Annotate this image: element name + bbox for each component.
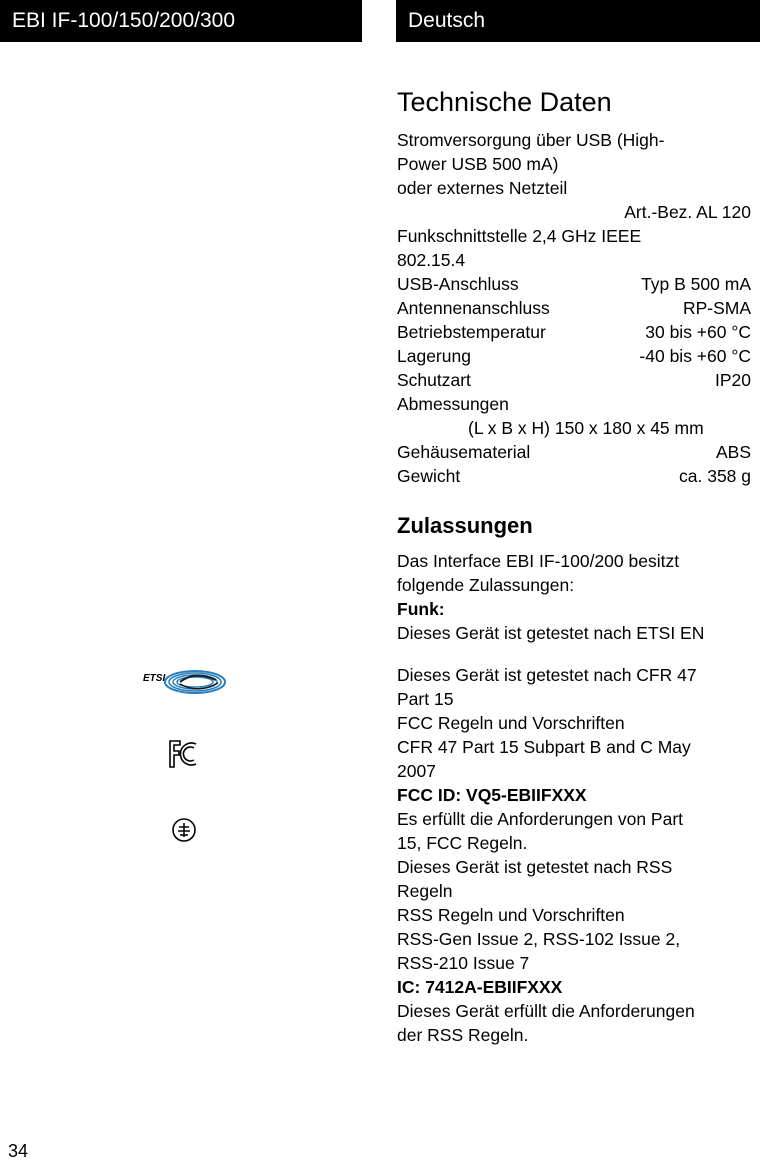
etsi-tested-text: Dieses Gerät ist getestet nach ETSI EN [397,623,705,643]
spacer [397,645,751,663]
fcc-logo-icon [166,738,200,770]
spec-label: Lagerung [397,346,471,366]
spec-row [397,320,751,344]
rss-tested-line-1: Dieses Gerät ist getestet nach RSS [397,857,673,877]
fcc-rules-text: FCC Regeln und Vorschriften [397,713,625,733]
rss-fulfils-line-1: Dieses Gerät erfüllt die Anforderungen [397,1001,695,1021]
cfr-subpart-line-1: CFR 47 Part 15 Subpart B and C May [397,737,691,757]
header-right-bar [396,0,760,42]
rss-rules-text: RSS Regeln und Vorschriften [397,905,625,925]
radio-interface-line-1: Funkschnittstelle 2,4 GHz IEEE [397,226,642,246]
spec-value: 30 bis +60 °C [645,322,751,342]
radio-interface-line-2: 802.15.4 [397,250,466,270]
etsi-logo-icon [140,666,230,698]
spec-label: Schutzart [397,370,471,390]
approvals-intro-line-2: folgende Zulassungen: [397,575,575,595]
spec-value: -40 bis +60 °C [639,346,751,366]
rss-tested-line-2: Regeln [397,881,453,901]
power-supply-line-3: oder externes Netzteil [397,178,568,198]
spec-row [397,344,751,368]
spec-value: Typ B 500 mA [641,274,751,294]
dimensions-label: Abmessungen [397,394,509,414]
spec-value: ca. 358 g [679,466,751,486]
power-supply-line-2: Power USB 500 mA) [397,154,559,174]
rss-fulfils-line-2: der RSS Regeln. [397,1025,529,1045]
page-number: 34 [8,1141,29,1161]
rss-issues-line-1: RSS-Gen Issue 2, RSS-102 Issue 2, [397,929,681,949]
spec-row [397,368,751,392]
spec-label: USB-Anschluss [397,274,519,294]
main-content [397,84,751,1047]
spec-value: RP-SMA [682,298,751,318]
cfr-tested-line-1: Dieses Gerät ist getestet nach CFR 47 [397,665,697,685]
language-label: Deutsch [408,9,486,32]
ic-id: IC: 7412A-EBIIFXXX [397,977,563,997]
cfr-tested-line-2: Part 15 [397,689,454,709]
spec-label: Betriebstemperatur [397,322,546,342]
cfr-subpart-line-2: 2007 [397,761,436,781]
power-supply-line-1: Stromversorgung über USB (High- [397,130,665,150]
technical-data-heading: Technische Daten [397,87,612,117]
fcc-fulfils-line-2: 15, FCC Regeln. [397,833,528,853]
dimensions-value: (L x B x H) 150 x 180 x 45 mm [468,418,704,438]
rss-issues-line-2: RSS-210 Issue 7 [397,953,530,973]
approvals-heading: Zulassungen [397,513,533,538]
spec-row [397,296,751,320]
approvals-intro-line-1: Das Interface EBI IF-100/200 besitzt [397,551,680,571]
spec-label: Antennenanschluss [397,298,550,318]
header-left-bar [0,0,362,42]
spec-value: ABS [715,442,751,462]
etsi-logo-text: ETSI [143,673,166,684]
spec-label: Gewicht [397,466,461,486]
fcc-fulfils-line-1: Es erfüllt die Anforderungen von Part [397,809,684,829]
spec-label: Gehäusematerial [397,442,531,462]
spec-row [397,464,751,488]
fcc-id: FCC ID: VQ5-EBIIFXXX [397,785,587,805]
spec-row [397,272,751,296]
funk-label: Funk: [397,599,445,619]
power-supply-article: Art.-Bez. AL 120 [624,202,751,222]
spec-value: IP20 [715,370,751,390]
japan-radio-mark-icon [171,817,197,843]
document-title: EBI IF-100/150/200/300 [12,9,235,32]
spec-row [397,440,751,464]
